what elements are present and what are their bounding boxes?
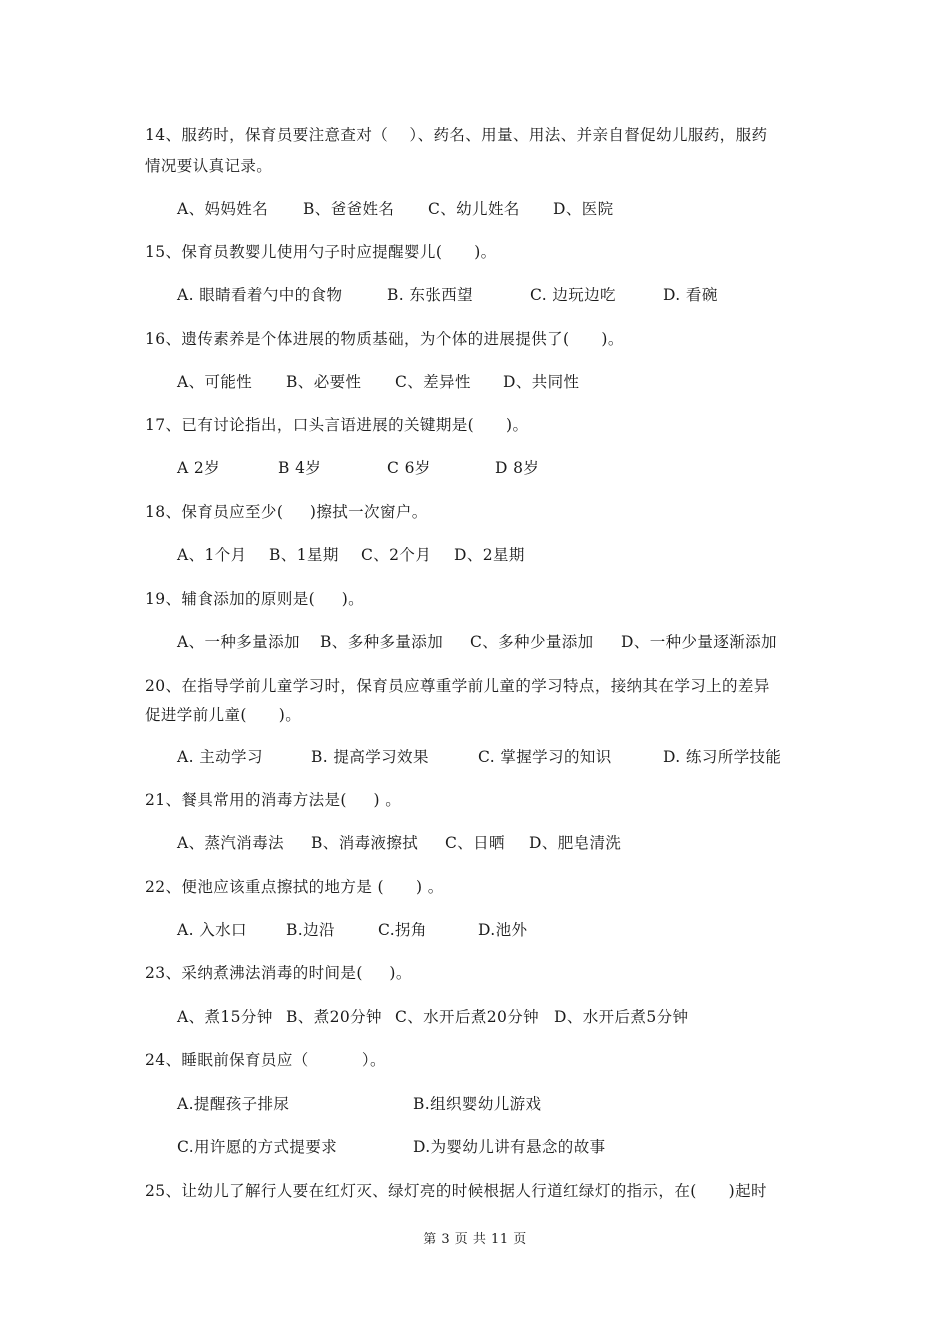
q15-option-d: D. 看碗 (663, 286, 718, 304)
question-16-line-1: 16、遗传素养是个体进展的物质基础，为个体的进展提供了( )。 (145, 330, 624, 348)
q24-option-b: B.组织婴幼儿游戏 (413, 1095, 542, 1113)
q20-option-b: B. 提高学习效果 (311, 748, 429, 766)
q14-option-c: C、幼儿姓名 (428, 200, 520, 218)
q19-option-d: D、一种少量逐渐添加 (621, 633, 777, 651)
q18-option-c: C、2个月 (361, 546, 432, 564)
question-24-line-1: 24、睡眠前保育员应（ ）。 (145, 1051, 386, 1069)
q23-option-a: A、煮15分钟 (177, 1008, 273, 1026)
q24-option-d: D.为婴幼儿讲有悬念的故事 (413, 1138, 606, 1156)
q24-option-c: C.用许愿的方式提要求 (177, 1138, 338, 1156)
question-23-line-1: 23、采纳煮沸法消毒的时间是( )。 (145, 964, 412, 982)
question-20-line-2: 促进学前儿童( )。 (145, 706, 302, 724)
question-20-line-1: 20、在指导学前儿童学习时，保育员应尊重学前儿童的学习特点，接纳其在学习上的差异 (145, 677, 770, 695)
q24-option-a: A.提醒孩子排尿 (177, 1095, 290, 1113)
q21-option-c: C、日晒 (445, 834, 505, 852)
question-17-line-1: 17、已有讨论指出，口头言语进展的关键期是( )。 (145, 416, 529, 434)
q14-option-b: B、爸爸姓名 (303, 200, 395, 218)
page-footer: 第 3 页 共 11 页 (423, 1232, 527, 1247)
question-19-line-1: 19、辅食添加的原则是( )。 (145, 590, 365, 608)
q15-option-b: B. 东张西望 (387, 286, 474, 304)
q17-option-c: C 6岁 (387, 459, 431, 477)
q15-option-c: C. 边玩边吃 (530, 286, 616, 304)
q20-option-d: D. 练习所学技能 (663, 748, 782, 766)
question-14-line-1: 14、服药时，保育员要注意查对（ ）、药名、用量、用法、并亲自督促幼儿服药，服药 (145, 126, 768, 144)
q14-option-d: D、医院 (553, 200, 614, 218)
question-21-line-1: 21、餐具常用的消毒方法是( ) 。 (145, 791, 402, 809)
q22-option-c: C.拐角 (378, 921, 427, 939)
q22-option-b: B.边沿 (286, 921, 335, 939)
q17-option-d: D 8岁 (495, 459, 540, 477)
q16-option-c: C、差异性 (395, 373, 471, 391)
q23-option-d: D、水开后煮5分钟 (554, 1008, 689, 1026)
question-22-line-1: 22、便池应该重点擦拭的地方是 ( ) 。 (145, 878, 444, 896)
q16-option-a: A、可能性 (177, 373, 253, 391)
q14-option-a: A、妈妈姓名 (177, 200, 269, 218)
q15-option-a: A. 眼睛看着勺中的食物 (177, 286, 343, 304)
q18-option-a: A、1个月 (177, 546, 247, 564)
q17-option-a: A 2岁 (177, 459, 221, 477)
q16-option-b: B、必要性 (286, 373, 362, 391)
q19-option-a: A、一种多量添加 (177, 633, 300, 651)
q21-option-b: B、消毒液擦拭 (311, 834, 419, 852)
q20-option-c: C. 掌握学习的知识 (478, 748, 612, 766)
question-14-line-2: 情况要认真记录。 (145, 157, 273, 175)
q16-option-d: D、共同性 (503, 373, 580, 391)
q23-option-b: B、煮20分钟 (286, 1008, 382, 1026)
q21-option-d: D、肥皂清洗 (529, 834, 622, 852)
q22-option-a: A. 入水口 (177, 921, 247, 939)
question-25-line-1: 25、让幼儿了解行人要在红灯灭、绿灯亮的时候根据人行道红绿灯的指示，在( )起时 (145, 1182, 767, 1200)
q22-option-d: D.池外 (478, 921, 528, 939)
q18-option-b: B、1星期 (269, 546, 339, 564)
q19-option-b: B、多种多量添加 (320, 633, 444, 651)
question-15-line-1: 15、保育员教婴儿使用勺子时应提醒婴儿( )。 (145, 243, 497, 261)
q20-option-a: A. 主动学习 (177, 748, 263, 766)
q17-option-b: B 4岁 (278, 459, 322, 477)
q19-option-c: C、多种少量添加 (470, 633, 594, 651)
question-18-line-1: 18、保育员应至少( )擦拭一次窗户。 (145, 503, 428, 521)
q18-option-d: D、2星期 (454, 546, 525, 564)
q21-option-a: A、蒸汽消毒法 (177, 834, 284, 852)
q23-option-c: C、水开后煮20分钟 (395, 1008, 540, 1026)
